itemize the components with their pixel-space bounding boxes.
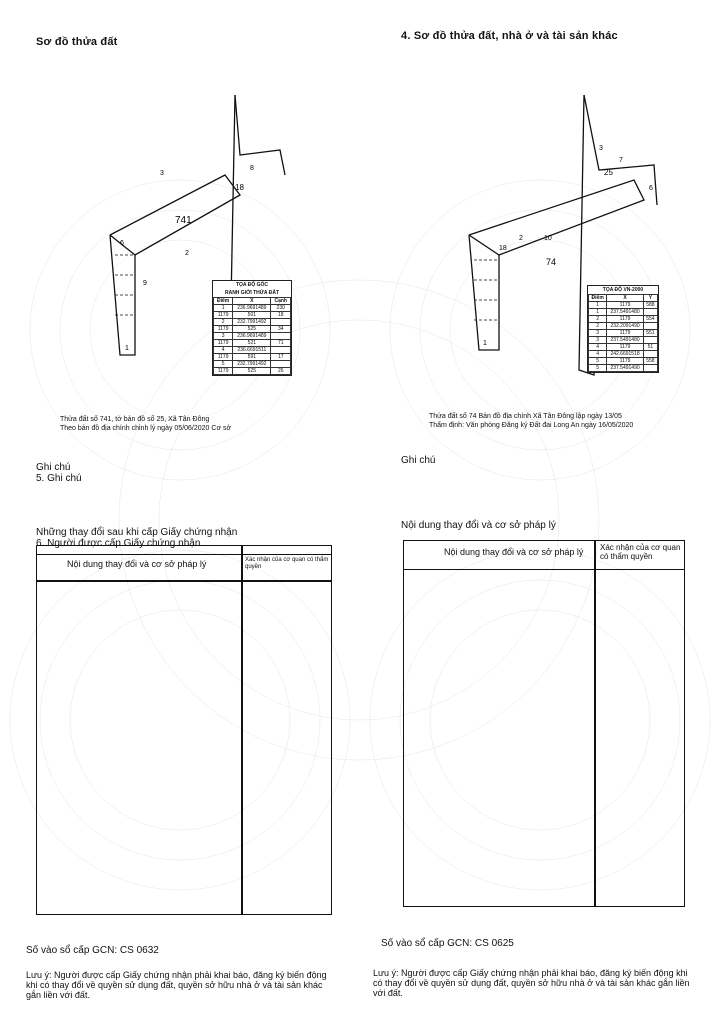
coord-cell: 1179 bbox=[214, 340, 233, 347]
plot-label: 25 bbox=[604, 168, 613, 177]
table-row bbox=[589, 330, 658, 337]
right-page bbox=[359, 0, 718, 1024]
plot-label: 6 bbox=[120, 240, 124, 247]
coord-cell: 554 bbox=[643, 316, 657, 323]
coord-cell: 232.7991492 bbox=[233, 361, 271, 368]
footer-note: Lưu ý: Người được cấp Giấy chứng nhận phải khai báo, đăng ký biến động khi có thay đổi về quyền sử dụng đất, quyền sở hữu nhà ở và tài sản khác gắn liền với đất. bbox=[26, 970, 327, 1000]
table-row bbox=[589, 309, 658, 316]
coord-cell: 1179 bbox=[607, 330, 643, 337]
coord-cell: 18 bbox=[271, 312, 291, 319]
column-header-content: Nội dung thay đổi và cơ sở pháp lý bbox=[67, 559, 207, 569]
coord-cell: 501 bbox=[233, 312, 271, 319]
column-header-confirmation: Xác nhận của cơ quan có thẩm quyền bbox=[245, 557, 329, 570]
plot-label: 1 bbox=[483, 340, 487, 347]
table-row bbox=[214, 368, 291, 375]
coord-cell: 591 bbox=[233, 354, 271, 361]
plot-label: 1 bbox=[125, 345, 129, 352]
table-row bbox=[214, 354, 291, 361]
plot-caption bbox=[429, 412, 679, 430]
coord-cell: 558 bbox=[643, 358, 657, 365]
coord-cell: 521 bbox=[233, 340, 271, 347]
coord-cell: 1 bbox=[214, 305, 233, 312]
table-row bbox=[589, 337, 658, 344]
coord-cell: 1179 bbox=[607, 344, 643, 351]
plot-label: 2 bbox=[185, 250, 189, 257]
notes-heading: Ghi chú bbox=[401, 455, 436, 466]
coord-header: Điểm bbox=[589, 295, 607, 302]
coord-cell bbox=[271, 361, 291, 368]
coord-cell: 237.5491480 bbox=[607, 309, 643, 316]
coord-cell: 1179 bbox=[607, 302, 643, 309]
coord-cell: 2 bbox=[214, 319, 233, 326]
table-row bbox=[589, 365, 658, 372]
plot-label: 3 bbox=[160, 170, 164, 177]
notes-subtitle: 5. Ghi chú bbox=[36, 473, 82, 484]
coord-cell: 1179 bbox=[214, 312, 233, 319]
coord-cell: 1 bbox=[589, 302, 607, 309]
page-heading: Sơ đồ thửa đất bbox=[36, 36, 118, 48]
column-divider bbox=[594, 541, 596, 906]
caption-line: Thửa đất số 741, tờ bản đồ số 25, Xã Tân Đông bbox=[60, 416, 210, 423]
header-rule bbox=[37, 580, 331, 582]
coord-cell bbox=[643, 309, 657, 316]
coord-cell: 3 bbox=[214, 333, 233, 340]
table-row bbox=[589, 358, 658, 365]
plot-label: 10 bbox=[544, 235, 552, 242]
coord-cell: 525 bbox=[233, 326, 271, 333]
coord-header: Cạnh bbox=[271, 298, 291, 305]
coord-cell: 71 bbox=[271, 340, 291, 347]
coord-cell: 51 bbox=[643, 344, 657, 351]
coord-cell: 34 bbox=[271, 326, 291, 333]
table-row bbox=[214, 319, 291, 326]
coord-header: Điểm bbox=[214, 298, 233, 305]
notes-title: Ghi chú bbox=[36, 462, 71, 473]
land-plot-diagram bbox=[459, 90, 669, 430]
caption-line: Theo bản đồ địa chính chỉnh lý ngày 05/06/2020 Cơ sở bbox=[60, 425, 232, 432]
coord-cell: 230 bbox=[271, 305, 291, 312]
coord-cell: 551 bbox=[643, 330, 657, 337]
coord-cell: 1179 bbox=[214, 368, 233, 375]
changes-subtitle: 6. Người được cấp Giấy chứng nhận bbox=[36, 538, 201, 549]
coord-cell: 5 bbox=[589, 358, 607, 365]
coord-cell: 5 bbox=[589, 365, 607, 372]
plot-label: 74 bbox=[546, 257, 557, 267]
coord-table-title: TỌA ĐỘ GÓC bbox=[235, 282, 269, 288]
coord-cell: 237.5491490 bbox=[607, 365, 643, 372]
coord-cell: 236.6691511 bbox=[233, 347, 271, 354]
coord-header: X bbox=[607, 295, 643, 302]
registry-number-text: Số vào sổ cấp GCN: CS 0632 bbox=[26, 945, 159, 956]
table-row bbox=[589, 302, 658, 309]
coord-cell: 3 bbox=[589, 330, 607, 337]
plot-label: 6 bbox=[649, 185, 653, 192]
column-divider bbox=[241, 546, 243, 914]
coord-cell: 1179 bbox=[607, 358, 643, 365]
plot-label: 9 bbox=[143, 280, 147, 287]
coord-header: X bbox=[233, 298, 271, 305]
plot-label: 8 bbox=[250, 165, 254, 172]
table-row bbox=[214, 305, 291, 312]
coord-cell bbox=[271, 347, 291, 354]
changes-title: Những thay đổi sau khi cấp Giấy chứng nhận bbox=[36, 527, 238, 538]
coord-cell: 236.9691489 bbox=[233, 305, 271, 312]
header-rule bbox=[37, 554, 331, 555]
coord-cell: 588 bbox=[643, 302, 657, 309]
plot-label: 18 bbox=[499, 245, 507, 252]
coord-table-title: TỌA ĐỘ VN-2000 bbox=[602, 287, 644, 293]
coord-cell: 17 bbox=[271, 354, 291, 361]
coord-cell: 1179 bbox=[214, 326, 233, 333]
coord-cell bbox=[643, 365, 657, 372]
coord-cell: 242.6691518 bbox=[607, 351, 643, 358]
table-row bbox=[589, 344, 658, 351]
coord-header: Y bbox=[643, 295, 657, 302]
coordinate-table bbox=[587, 285, 659, 373]
registry-number bbox=[26, 945, 159, 956]
coord-cell: 5 bbox=[214, 361, 233, 368]
registry-number-text: Số vào sổ cấp GCN: CS 0625 bbox=[381, 938, 514, 949]
coord-cell: 2 bbox=[589, 323, 607, 330]
coord-cell: 26 bbox=[271, 368, 291, 375]
coord-cell: 1179 bbox=[214, 354, 233, 361]
table-row bbox=[214, 333, 291, 340]
plot-caption bbox=[60, 415, 280, 433]
table-row bbox=[589, 351, 658, 358]
coord-cell bbox=[643, 351, 657, 358]
header-rule bbox=[404, 569, 684, 570]
coord-cell: 525 bbox=[233, 368, 271, 375]
changes-table bbox=[36, 545, 332, 915]
coord-cell: 237.5491480 bbox=[607, 337, 643, 344]
table-row bbox=[589, 316, 658, 323]
coordinate-table bbox=[212, 280, 292, 376]
coord-cell bbox=[643, 323, 657, 330]
notes-heading bbox=[36, 462, 82, 484]
plot-label: 2 bbox=[519, 235, 523, 242]
table-row bbox=[214, 361, 291, 368]
coord-cell: 3 bbox=[589, 337, 607, 344]
coord-table-subtitle: RANH GIỚI THỬA ĐẤT bbox=[224, 290, 280, 296]
coord-cell bbox=[643, 337, 657, 344]
table-row bbox=[589, 323, 658, 330]
coord-cell: 4 bbox=[589, 351, 607, 358]
coord-cell: 1179 bbox=[607, 316, 643, 323]
footer-note: Lưu ý: Người được cấp Giấy chứng nhận phải khai báo, đăng ký biến động khi có thay đổi về quyền sử dụng đất, quyền sở hữu nhà ở và tài sản khác gắn liền với đất. bbox=[373, 968, 690, 998]
registry-number bbox=[381, 938, 514, 949]
coord-cell: 4 bbox=[589, 344, 607, 351]
changes-heading: Nội dung thay đổi và cơ sở pháp lý bbox=[401, 520, 556, 531]
table-row bbox=[214, 312, 291, 319]
changes-table bbox=[403, 540, 685, 907]
coord-cell bbox=[271, 333, 291, 340]
caption-line: Thẩm định: Văn phòng Đăng ký Đất đai Long An ngày 16/05/2020 bbox=[429, 422, 634, 429]
plot-label: 3 bbox=[599, 145, 603, 152]
coord-cell bbox=[271, 319, 291, 326]
coord-cell: 4 bbox=[214, 347, 233, 354]
plot-label: 18 bbox=[235, 183, 244, 192]
coord-cell: 236.9691489 bbox=[233, 333, 271, 340]
coord-cell: 232.2091490 bbox=[607, 323, 643, 330]
plot-label: 7 bbox=[619, 157, 623, 164]
caption-line: Thửa đất số 74 Bản đồ địa chính Xã Tân Đông lập ngày 13/05 bbox=[429, 413, 622, 420]
column-header-content: Nội dung thay đổi và cơ sở pháp lý bbox=[444, 547, 584, 557]
coord-cell: 2 bbox=[589, 316, 607, 323]
table-row bbox=[214, 340, 291, 347]
table-row bbox=[214, 326, 291, 333]
coord-cell: 232.7991492 bbox=[233, 319, 271, 326]
column-header-confirmation: Xác nhận của cơ quan có thẩm quyền bbox=[600, 543, 681, 561]
page-heading: 4. Sơ đồ thửa đất, nhà ở và tài sản khác bbox=[401, 30, 618, 42]
table-row bbox=[214, 347, 291, 354]
coord-cell: 1 bbox=[589, 309, 607, 316]
plot-label: 741 bbox=[175, 215, 192, 226]
